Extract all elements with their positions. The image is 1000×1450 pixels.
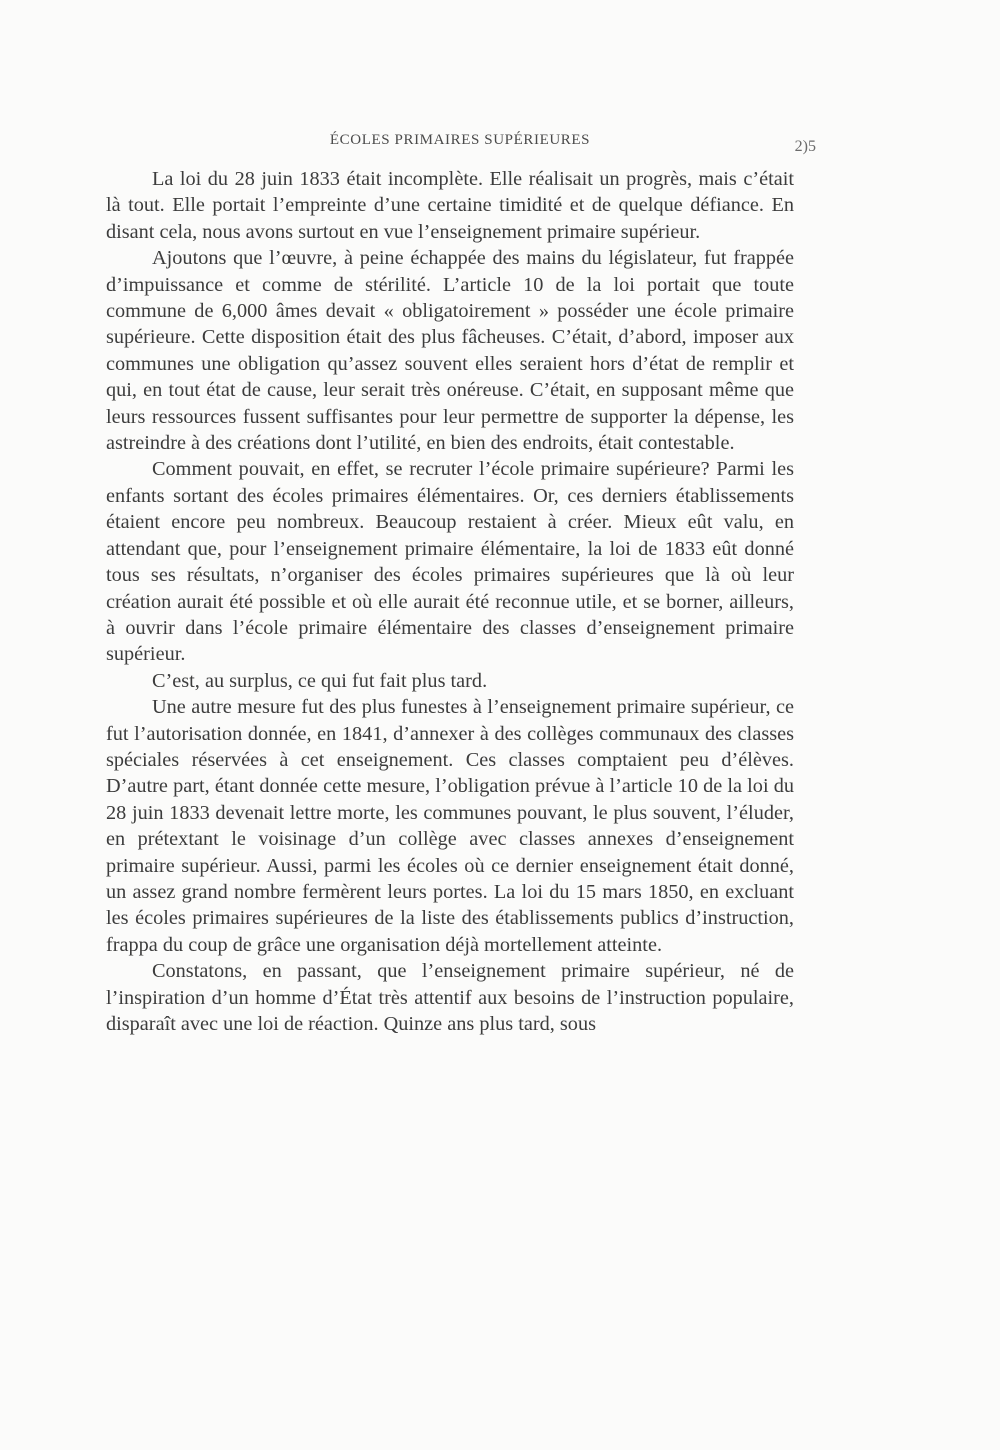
paragraph: C’est, au surplus, ce qui fut fait plus tard. bbox=[152, 669, 488, 692]
running-title: ÉCOLES PRIMAIRES SUPÉRIEURES bbox=[329, 132, 591, 148]
body-text bbox=[106, 166, 794, 1037]
page-number: 2)5 bbox=[794, 138, 816, 155]
paragraph: Constatons, en passant, que l’enseignement primaire supérieur, né de l’inspiration d’un homme d’État très attentif aux besoins de l’instruction populaire, disparaît avec une loi de réaction. Quinze ans plus tard, sous bbox=[106, 960, 794, 1035]
paragraph: La loi du 28 juin 1833 était incomplète. Elle réalisait un progrès, mais c’était là tout. Elle portait l’empreinte d’une certaine timidité et de quelque défiance. En disant cela, nous avons surtout en vue l’enseignement primaire supérieur. bbox=[106, 168, 794, 243]
paragraph: Ajoutons que l’œuvre, à peine échappée des mains du législateur, fut frappée d’impuissance et comme de stérilité. L’article 10 de la loi portait que toute commune de 6,000 âmes devait « obligatoirement » posséder une école primaire supérieure. Cette disposition était des plus fâcheuses. C’était, d’abord, imposer aux communes une obligation qu’assez souvent elles seraient hors d’état de remplir et qui, en tout état de cause, leur serait très onéreuse. C’était, en supposant même que leurs ressources fussent suffisantes pour leur permettre de supporter la dépense, les astreindre à des créations dont l’utilité, en bien des endroits, était contestable. bbox=[106, 247, 794, 455]
paragraph: Comment pouvait, en effet, se recruter l’école primaire supérieure? Parmi les enfants sortant des écoles primaires élémentaires. Or, ces derniers établissements étaient encore peu nombreux. Beaucoup restaient à créer. Mieux eût valu, en attendant que, pour l’enseignement primaire élémentaire, la loi de 1833 eût donné tous ses résultats, n’organiser des écoles primaires supérieures que là où leur création aurait été possible et où elle aurait été reconnue utile, et se borner, ailleurs, à ouvrir dans l’école primaire élémentaire des classes d’enseignement primaire supérieur. bbox=[106, 458, 794, 666]
paragraph: Une autre mesure fut des plus funestes à l’enseignement primaire supérieur, ce fut l’autorisation donnée, en 1841, d’annexer à des collèges communaux des classes spéciales réservées à cet enseignement. Ces classes comptaient peu d’élèves. D’autre part, étant donnée cette mesure, l’obligation prévue à l’article 10 de la loi du 28 juin 1833 devenait lettre morte, les communes pouvant, le plus souvent, l’éluder, en prétextant le voisinage d’un collège avec classes annexes d’enseignement primaire supérieur. Aussi, parmi les écoles où ce dernier enseignement était donné, un assez grand nombre fermèrent leurs portes. La loi du 15 mars 1850, en excluant les écoles primaires supérieures de la liste des établissements publics d’instruction, frappa du coup de grâce une organisation déjà mortellement atteinte. bbox=[106, 696, 794, 956]
